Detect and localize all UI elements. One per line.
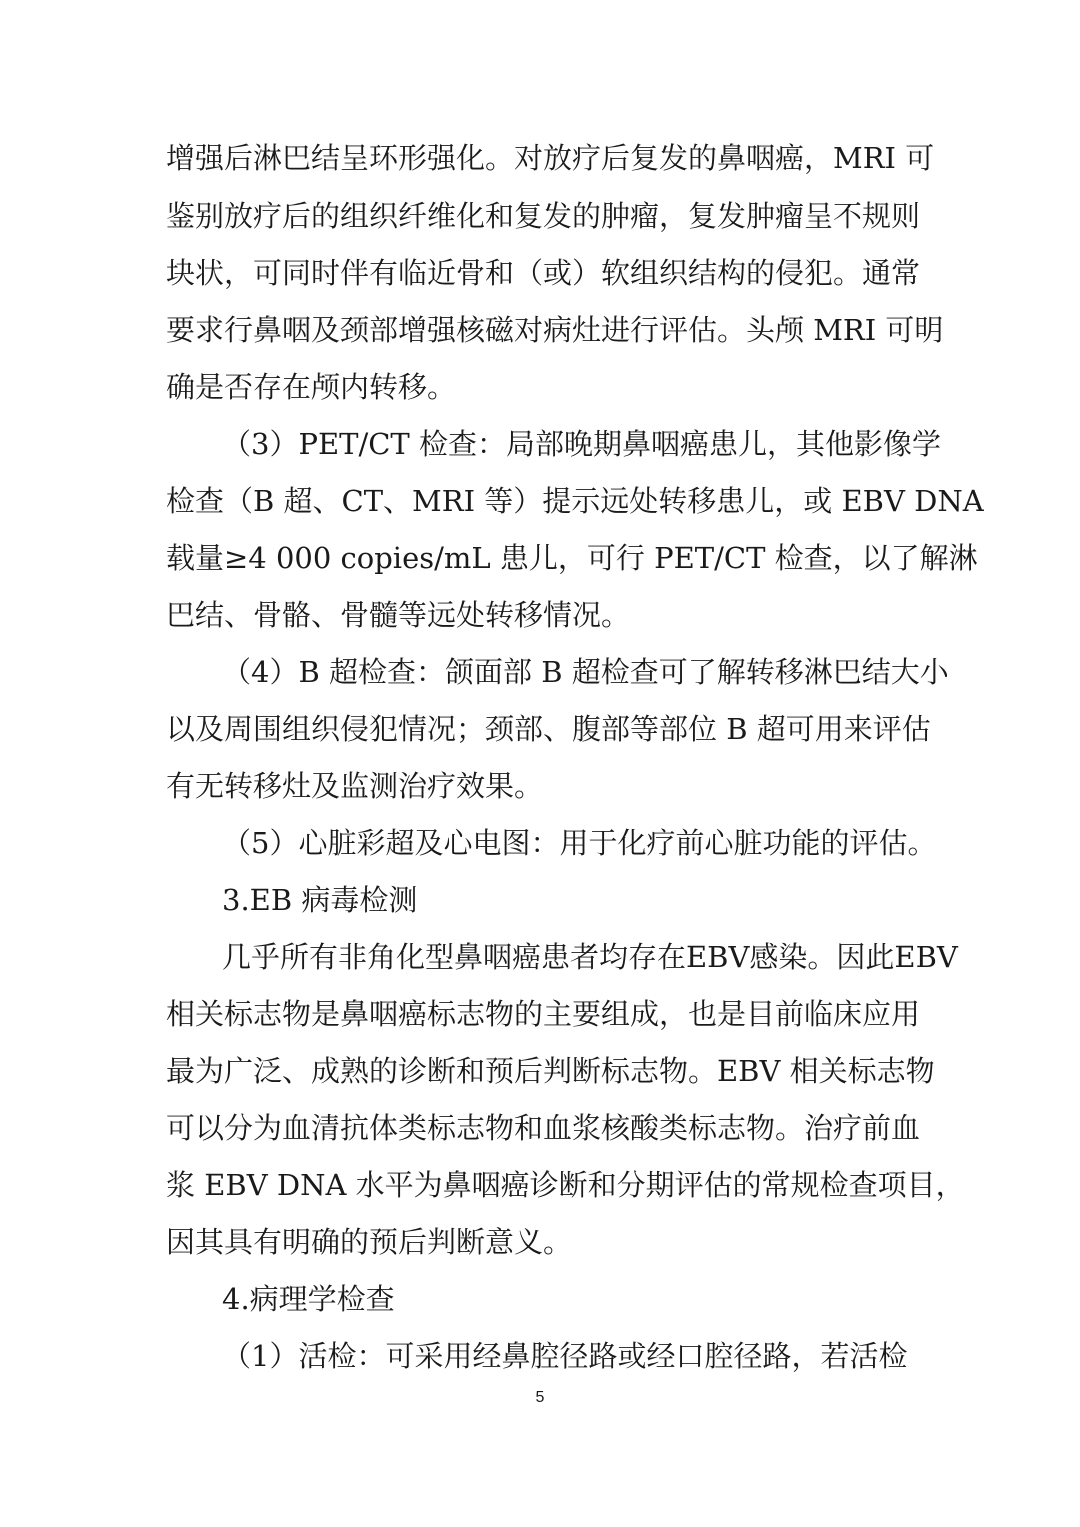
text-line: 要求行鼻咽及颈部增强核磁对病灶进行评估。头颅 MRI 可明 (166, 313, 944, 347)
text-line: 浆 EBV DNA 水平为鼻咽癌诊断和分期评估的常规检查项目， (166, 1168, 965, 1202)
text-line: 载量≥4 000 copies/mL 患儿，可行 PET/CT 检查，以了解淋 (166, 541, 978, 575)
text-line: 有无转移灶及监测治疗效果。 (166, 769, 544, 803)
text-line: 增强后淋巴结呈环形强化。对放疗后复发的鼻咽癌，MRI 可 (166, 141, 935, 175)
text-line: 因其具有明确的预后判断意义。 (166, 1225, 573, 1259)
section-heading-pathology: 4.病理学检查 (222, 1282, 395, 1316)
text-line: 可以分为血清抗体类标志物和血浆核酸类标志物。治疗前血 (166, 1111, 921, 1145)
text-line: 块状，可同时伴有临近骨和（或）软组织结构的侵犯。通常 (166, 256, 921, 290)
text-line: 几乎所有非角化型鼻咽癌患者均存在EBV感染。因此EBV (222, 940, 958, 974)
section-heading-ebv: 3.EB 病毒检测 (222, 883, 418, 917)
text-line: 相关标志物是鼻咽癌标志物的主要组成，也是目前临床应用 (166, 997, 921, 1031)
text-line: 确是否存在颅内转移。 (166, 370, 457, 404)
paragraph-heading-pet-ct: （3）PET/CT 检查：局部晚期鼻咽癌患儿，其他影像学 (222, 427, 941, 461)
page-number: 5 (535, 1389, 545, 1406)
paragraph-heading-b-ultrasound: （4）B 超检查：颌面部 B 超检查可了解转移淋巴结大小 (222, 655, 949, 689)
text-line: 鉴别放疗后的组织纤维化和复发的肿瘤，复发肿瘤呈不规则 (166, 199, 921, 233)
text-line: 最为广泛、成熟的诊断和预后判断标志物。EBV 相关标志物 (166, 1054, 935, 1088)
paragraph-heading-biopsy: （1）活检：可采用经鼻腔径路或经口腔径路，若活检 (222, 1339, 908, 1373)
text-line: 以及周围组织侵犯情况；颈部、腹部等部位 B 超可用来评估 (166, 712, 931, 746)
text-line: 检查（B 超、CT、MRI 等）提示远处转移患儿，或 EBV DNA (166, 484, 984, 518)
paragraph-heading-cardiac: （5）心脏彩超及心电图：用于化疗前心脏功能的评估。 (222, 826, 937, 860)
text-line: 巴结、骨骼、骨髓等远处转移情况。 (166, 598, 631, 632)
